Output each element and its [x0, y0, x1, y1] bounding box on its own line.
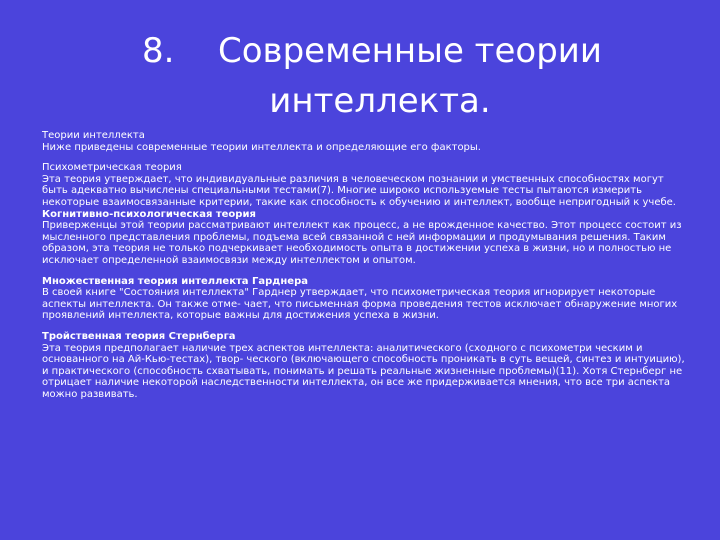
slide-body [42, 130, 692, 400]
slide-title-line1: Современные теории [218, 31, 602, 71]
gardner-heading: Множественная теория интеллекта Гарднера [42, 275, 308, 287]
intro-heading: Теории интеллекта [42, 130, 145, 141]
gardner-text: В своей книге "Состояния интеллекта" Гарднер утверждает, что психометрическая теория игнорирует некоторые аспекты интеллекта. Он также отме- чает, что письменная форма проведения тестов исключает обнаружение многих проявлений интеллекта, которые важны для достижения успеха в жизни. [42, 287, 678, 322]
slide-title [100, 26, 660, 126]
intro-text: Ниже приведены современные теории интеллекта и определяющие его факторы. [42, 141, 481, 153]
sternberg-heading: Тройственная теория Стернберга [42, 330, 236, 342]
cognitive-text: Приверженцы этой теории рассматривают интеллект как процесс, а не врожденное качество. Этот процесс состоит из мысленного представления проблемы, подъема всей связанной с ней информации и продумывания решения. Таким образом, эта теория не только подчеркивает необходимость опыта в достижении успеха в жизни, но и полностью не исключает определенной взаимосвязи между интеллектом и опытом. [42, 220, 682, 266]
psychometric-text: Эта теория утверждает, что индивидуальные различия в человеческом познании и умственных способностях могут быть адекватно вычислены специальными тестами(7). Многие широко используемые тесты пытаются измерить некоторые взаимосвязанные критерии, такие как способность к обучению и интеллект, вообще непригодный к учебе. [42, 173, 676, 208]
slide-number: 8. [142, 31, 175, 71]
cognitive-heading: Когнитивно-психологическая теория [42, 208, 256, 220]
slide-title-line2: интеллекта. [269, 81, 491, 121]
psychometric-heading: Психометрическая теория [42, 162, 182, 174]
sternberg-text: Эта теория предполагает наличие трех аспектов интеллекта: аналитического (сходного с психометри ческим и основанного на Ай-Кью-тестах), твор- ческого (включающего способность проникать в суть вещей, синтез и интуицию), и практического (способность схватывать, понимать и решать реальные жизненные проблемы)(11). Хотя Стернберг не отрицает наличие некоторой наследственности интеллекта, он все же придерживается мнения, что все три аспекта можно развивать. [42, 342, 685, 400]
